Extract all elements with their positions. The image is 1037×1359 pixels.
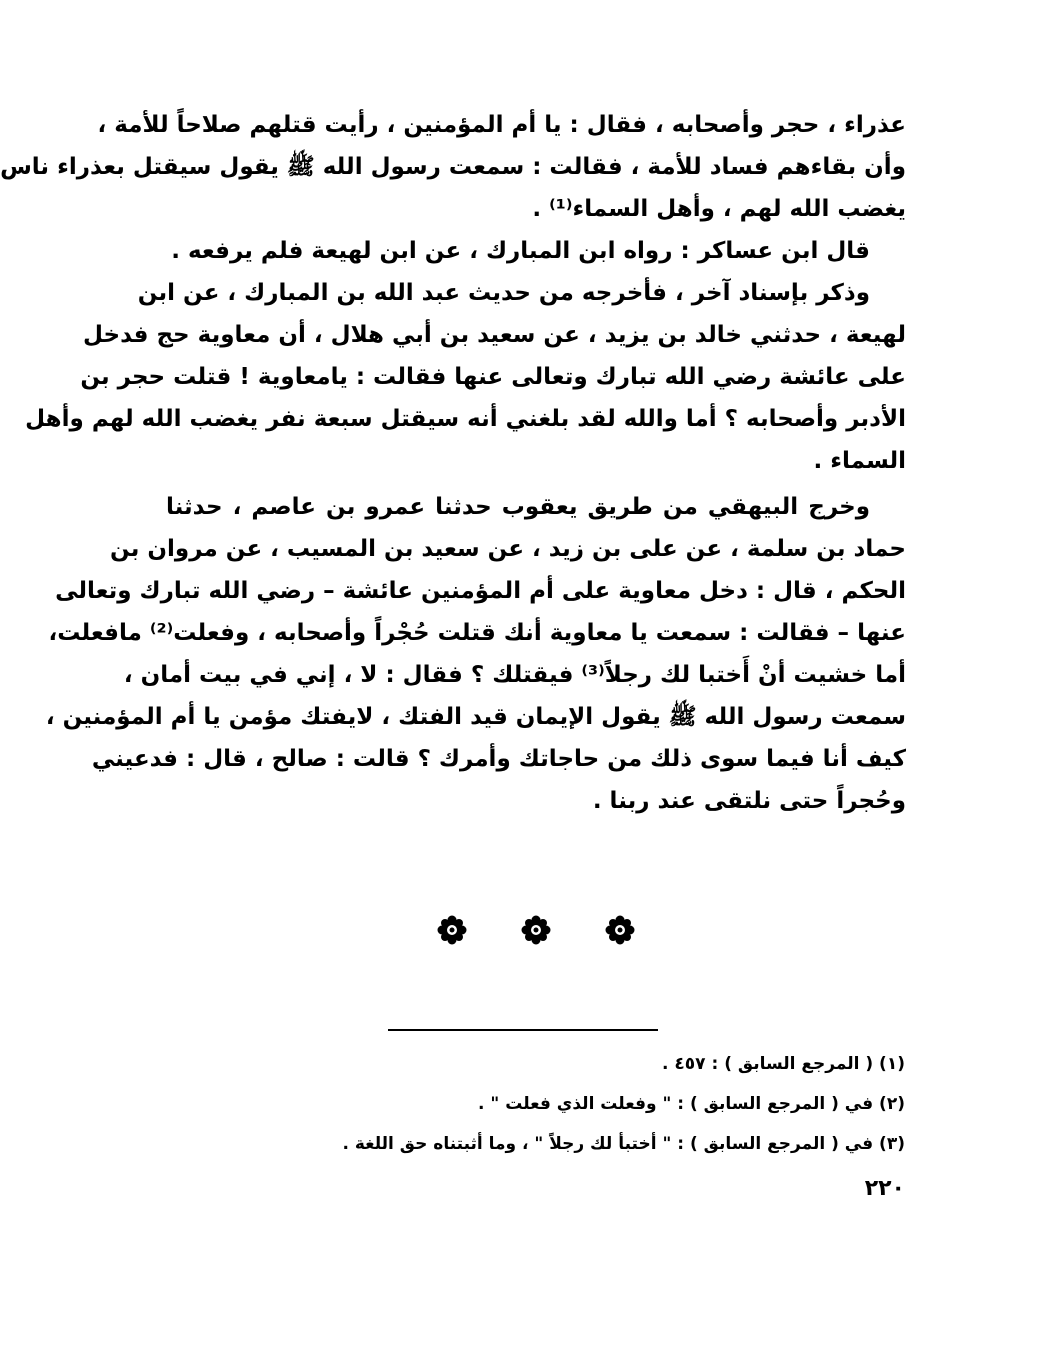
text-line-16: كيف أنا فيما سوى ذلك من حاجاتك وأمرك ؟ قالت : صالح ، قال : فدعيني <box>91 746 906 772</box>
page-number: ٢٢٠ <box>864 1176 905 1201</box>
footnote-2: (٢) في ( المرجع السابق ) : " وفعلت الذي فعلت " . <box>478 1094 905 1114</box>
footnotes <box>342 1044 905 1164</box>
text-line-11: حماد بن سلمة ، عن على بن زيد ، عن سعيد بن المسيب ، عن مروان بن <box>110 536 906 562</box>
footnote-separator <box>388 1029 658 1031</box>
flower-ornament-icon <box>604 914 636 946</box>
text-line-3: يغضب الله لهم ، وأهل السماء⁽¹⁾ . <box>532 196 906 222</box>
text-line-1: عذراء ، حجر وأصحابه ، فقال : يا أم المؤمنين ، رأيت قتلهم صلاحاً للأمة ، <box>97 112 906 138</box>
flower-ornament-icon <box>436 914 468 946</box>
flower-ornament-icon <box>520 914 552 946</box>
text-line-9: السماء . <box>813 448 906 474</box>
main-text <box>0 104 906 822</box>
text-line-10: وخرج البيهقي من طريق يعقوب حدثنا عمرو بن عاصم ، حدثنا <box>166 494 870 520</box>
text-line-6: لهيعة ، حدثني خالد بن يزيد ، عن سعيد بن أبي هلال ، أن معاوية حج فدخل <box>83 322 906 348</box>
text-line-8: الأدبر وأصحابه ؟ أما والله لقد بلغني أنه سيقتل سبعة نفر يغضب الله لهم وأهل <box>25 406 906 432</box>
text-line-13: عنها – فقالت : سمعت يا معاوية أنك قتلت حُجْراً وأصحابه ، وفعلت⁽²⁾ مافعلت، <box>48 620 906 646</box>
footnote-1: (١) ( المرجع السابق ) : ٤٥٧ . <box>662 1054 905 1074</box>
text-line-4: قال ابن عساكر : رواه ابن المبارك ، عن ابن لهيعة فلم يرفعه . <box>171 238 870 264</box>
section-divider-ornaments <box>436 914 636 946</box>
footnote-3: (٣) في ( المرجع السابق ) : " أختبأ لك رجلاً " ، وما أثبتناه حق اللغة . <box>342 1134 905 1154</box>
text-line-15: سمعت رسول الله ﷺ يقول الإيمان قيد الفتك ، لايفتك مؤمن يا أم المؤمنين ، <box>45 704 906 730</box>
text-line-5: وذكر بإسناد آخر ، فأخرجه من حديث عبد الله بن المبارك ، عن ابن <box>137 280 870 306</box>
text-line-14: أما خشيت أنْ أَختبا لك رجلاً⁽³⁾ فيقتلك ؟ فقال : لا ، إني في بيت أمان ، <box>123 662 906 688</box>
text-line-17: وحُجراً حتى نلتقى عند ربنا . <box>592 788 906 814</box>
text-line-12: الحكم ، قال : دخل معاوية على أم المؤمنين عائشة – رضي الله تبارك وتعالى <box>55 578 906 604</box>
text-line-7: على عائشة رضي الله تبارك وتعالى عنها فقالت : يامعاوية ! قتلت حجر بن <box>80 364 906 390</box>
text-line-2: وأن بقاءهم فساد للأمة ، فقالت : سمعت رسول الله ﷺ يقول سيقتل بعذراء ناس <box>0 154 906 180</box>
